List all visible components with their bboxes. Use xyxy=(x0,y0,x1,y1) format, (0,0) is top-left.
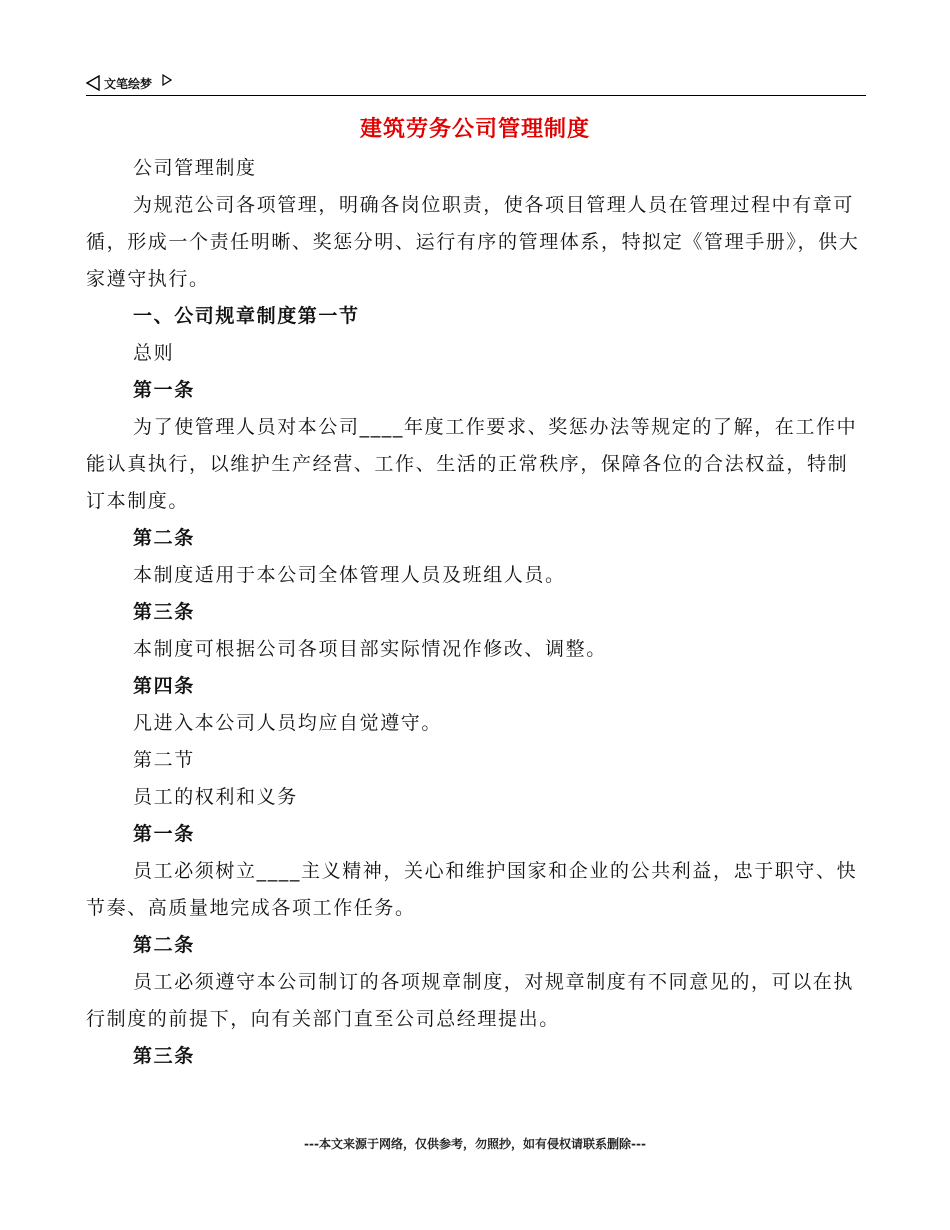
paragraph: 凡进入本公司人员均应自觉遵守。 xyxy=(133,712,443,734)
header-divider xyxy=(86,95,866,96)
paragraph: 总则 xyxy=(133,342,175,364)
paragraph: 公司管理制度 xyxy=(133,157,257,179)
section-heading: 第三条 xyxy=(133,601,195,623)
document-body xyxy=(86,150,868,1075)
brand xyxy=(86,72,172,94)
section-heading: 第一条 xyxy=(133,379,195,401)
section-heading: 第二条 xyxy=(133,527,195,549)
brand-name: 文笔绘梦 xyxy=(104,76,153,91)
paragraph: 为规范公司各项管理，明确各岗位职责，使各项目管理人员在管理过程中有章可循，形成一个责任明晰、奖惩分明、运行有序的管理体系，特拟定《管理手册》，供大家遵守执行。 xyxy=(86,194,860,290)
paragraph: 员工必须遵守本公司制订的各项规章制度，对规章制度有不同意见的，可以在执行制度的前提下，向有关部门直至公司总经理提出。 xyxy=(86,971,855,1030)
section-heading: 第二条 xyxy=(133,934,195,956)
section-heading: 第一条 xyxy=(133,823,195,845)
triangle-left-icon xyxy=(86,75,100,91)
paragraph: 第二节 xyxy=(133,749,195,771)
paragraph: 本制度可根据公司各项目部实际情况作修改、调整。 xyxy=(133,638,607,660)
section-heading: 一、公司规章制度第一节 xyxy=(133,305,360,327)
page-header xyxy=(86,72,866,96)
section-heading: 第四条 xyxy=(133,675,195,697)
paragraph: 员工必须树立____主义精神，关心和维护国家和企业的公共利益，忠于职守、快节奏、高质量地完成各项工作任务。 xyxy=(86,860,858,919)
paragraph: 本制度适用于本公司全体管理人员及班组人员。 xyxy=(133,564,566,586)
section-heading: 第三条 xyxy=(133,1045,195,1067)
triangle-right-icon xyxy=(162,74,172,86)
paragraph: 员工的权利和义务 xyxy=(133,786,298,808)
footer-disclaimer: ---本文来源于网络，仅供参考，勿照抄，如有侵权请联系删除--- xyxy=(304,1137,646,1151)
paragraph: 为了使管理人员对本公司____年度工作要求、奖惩办法等规定的了解，在工作中能认真执行，以维护生产经营、工作、生活的正常秩序，保障各位的合法权益，特制订本制度。 xyxy=(86,416,858,512)
document-title: 建筑劳务公司管理制度 xyxy=(359,117,590,142)
